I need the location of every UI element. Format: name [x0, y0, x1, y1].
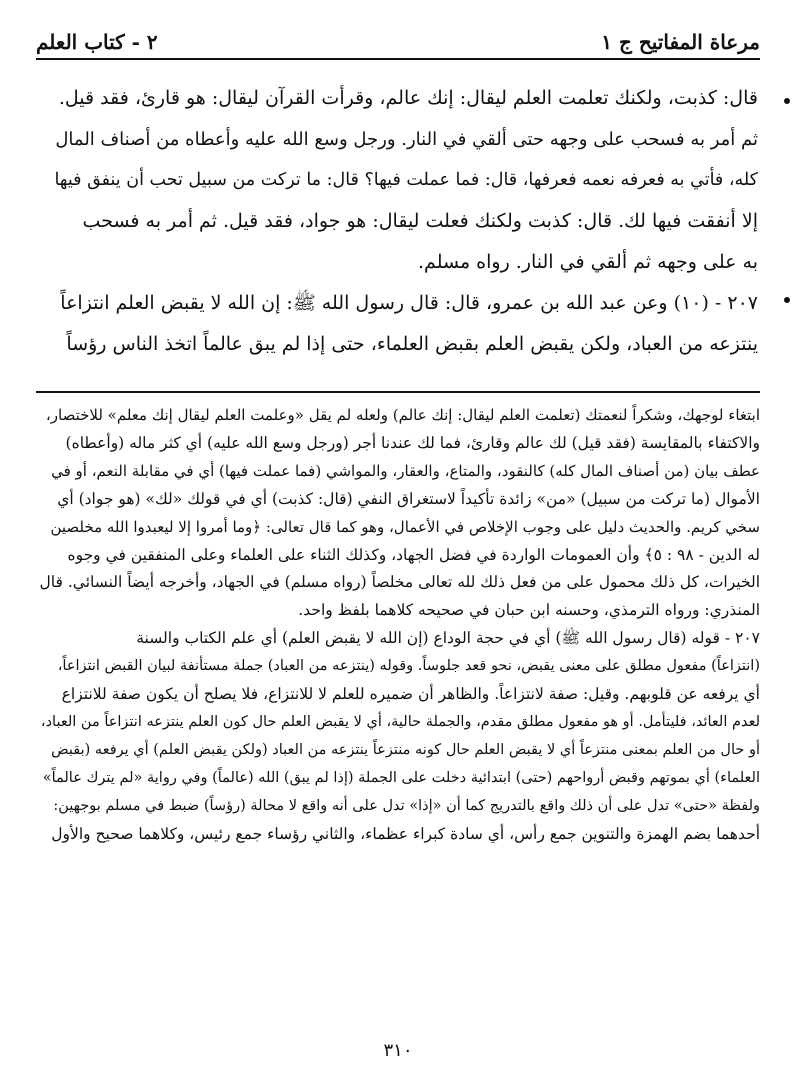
hadith-line: قال: كذبت، ولكنك تعلمت العلم ليقال: إنك عالم، وقرأت القرآن ليقال: هو قارئ، فقد قيل. — [58, 87, 758, 109]
hadith-line: به على وجهه ثم ألقي في النار. رواه مسلم. — [418, 251, 758, 273]
hadith-line: ينتزعه من العباد، ولكن يقبض العلم بقبض العلماء، حتى إذا لم يبق عالماً اتخذ الناس رؤساً — [66, 333, 758, 355]
commentary-line: ولفظة «حتى» تدل على أن ذلك واقع بالتدريج كما أن «إذا» تدل على أنه واقع لا محالة (رؤساً) ضبط في مسلم بوجهين: — [53, 797, 760, 814]
commentary-line: ابتغاء لوجهك، وشكراً لنعمتك (تعلمت العلم ليقال: إنك عالم) ولعله لم يقل «وعلمت العلم ليقال إنك معلم» للاختصار، — [45, 406, 760, 424]
commentary-line: العلماء) أي بموتهم وقبض أرواحهم (حتى) ابتدائية دخلت على الجملة (إذا لم يبق) الله (عالماً) وفي رواية «لم يترك عالماً» — [42, 769, 760, 786]
commentary-line: أحدهما بضم الهمزة والتنوين جمع رأس، أي سادة كبراء عظماء، والثاني رؤساء جمع رئيس، وكلاهما صحيح والأول — [51, 824, 760, 843]
commentary-line: لعدم العائد، فليتأمل. أو هو مفعول مطلق مقدم، والجملة حالية، أي لا يقبض العلم حال كون العلم ينتزعه انتزاعاً من العباد، — [40, 713, 760, 730]
commentary-line: ٢٠٧ - قوله (قال رسول الله ﷺ) أي في حجة الوداع (إن الله لا يقبض العلم) أي علم الكتاب والسنة — [136, 629, 760, 648]
hadith-line: ثم أمر به فسحب على وجهه حتى ألقي في النار. ورجل وسع الله عليه وأعطاه من أصناف المال — [55, 129, 758, 150]
header-book-title: مرعاة المفاتيح ج ١ — [601, 30, 760, 54]
commentary-line: المنذري: ورواه الترمذي، وحسنه ابن حبان في صحيحه كلاهما بلفظ واحد. — [298, 601, 760, 620]
page-number: ٣١٠ — [383, 1040, 413, 1061]
running-header — [36, 14, 760, 60]
section-divider — [36, 391, 760, 393]
commentary-line: أي يرفعه عن قلوبهم. وقيل: صفة لانتزاعاً. والظاهر أن ضميره للعلم لا للانتزاع، فلا يصلح أن يكون صفة للانتزاع — [61, 685, 760, 704]
commentary-line: الخيرات، كل ذلك محمول على من فعل ذلك لله تعالى مخلصاً (رواه مسلم) في الجهاد، وأخرجه أيضاً النسائي. قال — [39, 573, 760, 592]
commentary-line: والاكتفاء بالمقايسة (فقد قيل) لك عالم وقارئ، فما لك عندنا أجر (ورجل وسع الله عليه) أي كثر ماله (وأعطاه) — [65, 433, 760, 452]
commentary-line: عطف بيان (من أصناف المال كله) كالنقود، والمتاع، والعقار، والمواشي (فما عملت فيها) أي في مقابلة النعم، أو في — [51, 461, 760, 480]
hadith-line: إلا أنفقت فيها لك. قال: كذبت ولكنك فعلت ليقال: هو جواد، فقد قيل. ثم أمر به فسحب — [82, 210, 758, 232]
commentary-line: أو حال من العلم بمعنى منتزعاً أي لا يقبض العلم حال كونه منتزعاً ينتزعه من العباد (ولكن يقبض العلم) أي يرفعه (بقبض — [51, 741, 760, 758]
commentary-line: الأموال (ما تركت من سبيل) «من» زائدة تأكيداً لاستغراق النفي (قال: كذبت) أي في قولك «لك» (هو جواد) أي — [57, 489, 760, 508]
hadith-line: كله، فأتي به فعرفه نعمه فعرفها، قال: فما عملت فيها؟ قال: ما تركت من سبيل تحب أن ينفق فيها — [54, 170, 758, 190]
commentary-text — [36, 402, 760, 849]
margin-dot — [784, 297, 790, 303]
hadith-line: ٢٠٧ - (١٠) وعن عبد الله بن عمرو، قال: قال رسول الله ﷺ: إن الله لا يقبض العلم انتزاعاً — [60, 292, 758, 314]
header-chapter-title: ٢ - كتاب العلم — [36, 30, 158, 54]
commentary-line: سخي كريم. والحديث دليل على وجوب الإخلاص في الأعمال، وهو كما قال تعالى: ﴿وما أمروا إلا ليعبدوا الله مخلصين — [50, 517, 760, 536]
commentary-line: (انتزاعاً) مفعول مطلق على معنى يقبض، نحو قعد جلوساً. وقوله (ينتزعه من العباد) جملة مستأنفة لبيان القبض انتزاعاً، — [57, 658, 760, 675]
margin-dot — [784, 98, 790, 104]
hadith-text — [38, 78, 758, 365]
commentary-line: له الدين - ٩٨ : ٥﴾ وأن العمومات الواردة في فضل الجهاد، وكذلك الثناء على العلماء وعلى المنفقين في وجوه — [67, 545, 760, 564]
